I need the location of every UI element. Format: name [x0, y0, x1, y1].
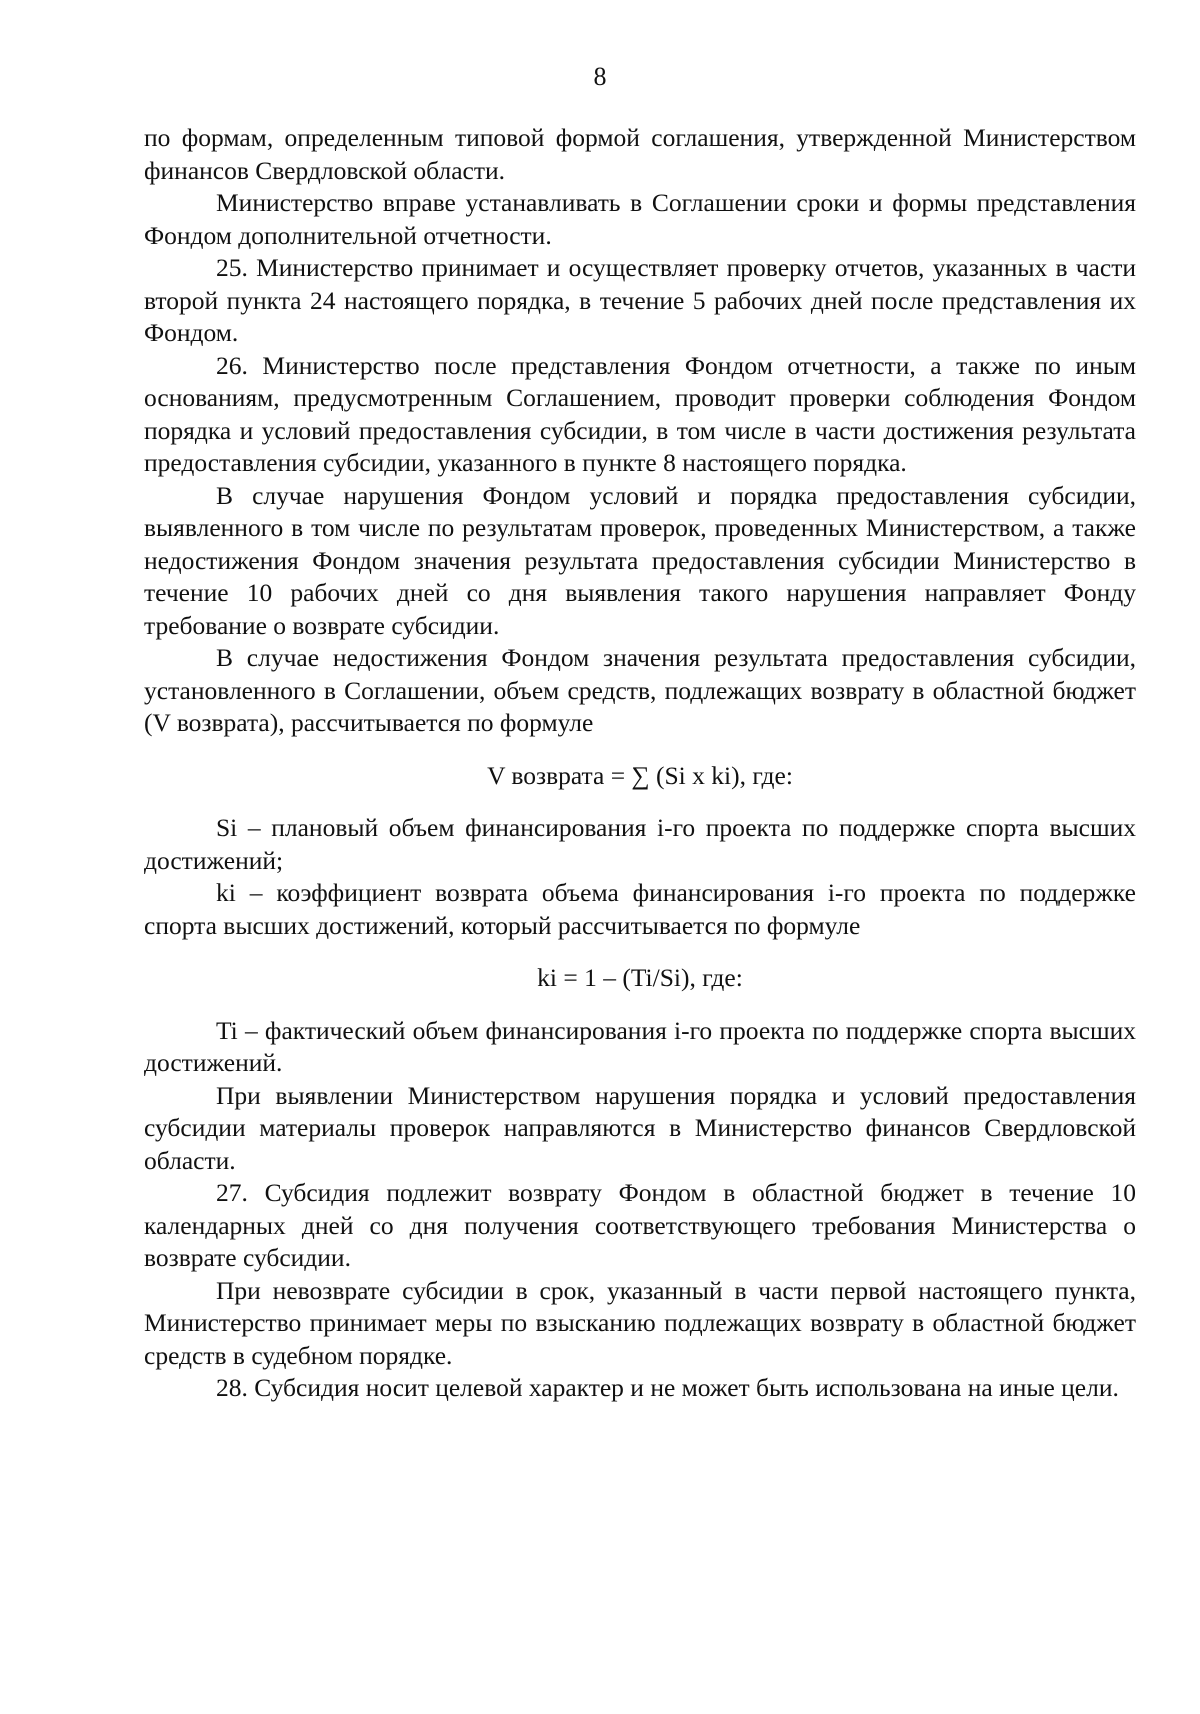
paragraph-item-28: 28. Субсидия носит целевой характер и не может быть использована на иные цели. — [216, 1373, 1119, 1402]
page-number: 8 — [593, 62, 607, 91]
document-body — [144, 122, 1136, 1405]
paragraph: Министерство вправе устанавливать в Соглашении сроки и формы представления Фондом дополнительной отчетности. — [144, 188, 1136, 250]
paragraph: При выявлении Министерством нарушения порядка и условий предоставления субсидии материалы проверок направляются в Министерство финансов Свердловской области. — [144, 1080, 1136, 1175]
formula-ki: ki = 1 – (Ti/Si), где: — [537, 963, 743, 992]
paragraph-item-26: 26. Министерство после представления Фондом отчетности, а также по иным основаниям, предусмотренным Соглашением, проводит проверки соблюдения Фондом порядка и условий предоставления субсидии, в том числе в части достижения результата предоставления субсидии, указанного в пункте 8 настоящего порядка. — [144, 350, 1136, 477]
paragraph: В случае нарушения Фондом условий и порядка предоставления субсидии, выявленного в том числе по результатам проверок, проведенных Министерством, а также недостижения Фондом значения результата предоставления субсидии Министерство в течение 10 рабочих дней со дня выявления такого нарушения направляет Фонду требование о возврате субсидии. — [144, 480, 1136, 640]
paragraph-definition-ti: Ti – фактический объем финансирования i-го проекта по поддержке спорта высших достижений. — [144, 1015, 1136, 1077]
paragraph-continuation: по формам, определенным типовой формой соглашения, утвержденной Министерством финансов Свердловской области. — [144, 123, 1136, 185]
paragraph-item-25: 25. Министерство принимает и осуществляет проверку отчетов, указанных в части второй пункта 24 настоящего порядка, в течение 5 рабочих дней после представления их Фондом. — [144, 253, 1136, 347]
paragraph: При невозврате субсидии в срок, указанный в части первой настоящего пункта, Министерство принимает меры по взысканию подлежащих возврату в областной бюджет средств в судебном порядке. — [144, 1275, 1136, 1370]
paragraph: В случае недостижения Фондом значения результата предоставления субсидии, установленного в Соглашении, объем средств, подлежащих возврату в областной бюджет (V возврата), рассчитывается по формуле — [144, 643, 1136, 737]
paragraph-definition-ki: ki – коэффициент возврата объема финансирования i-го проекта по поддержке спорта высших достижений, который рассчитывается по формуле — [144, 878, 1136, 940]
paragraph-definition-si: Si – плановый объем финансирования i-го проекта по поддержке спорта высших достижений; — [144, 813, 1136, 875]
formula-return-volume: V возврата = ∑ (Si x ki), где: — [487, 760, 793, 790]
paragraph-item-27: 27. Субсидия подлежит возврату Фондом в областной бюджет в течение 10 календарных дней со дня получения соответствующего требования Министерства о возврате субсидии. — [144, 1178, 1136, 1272]
